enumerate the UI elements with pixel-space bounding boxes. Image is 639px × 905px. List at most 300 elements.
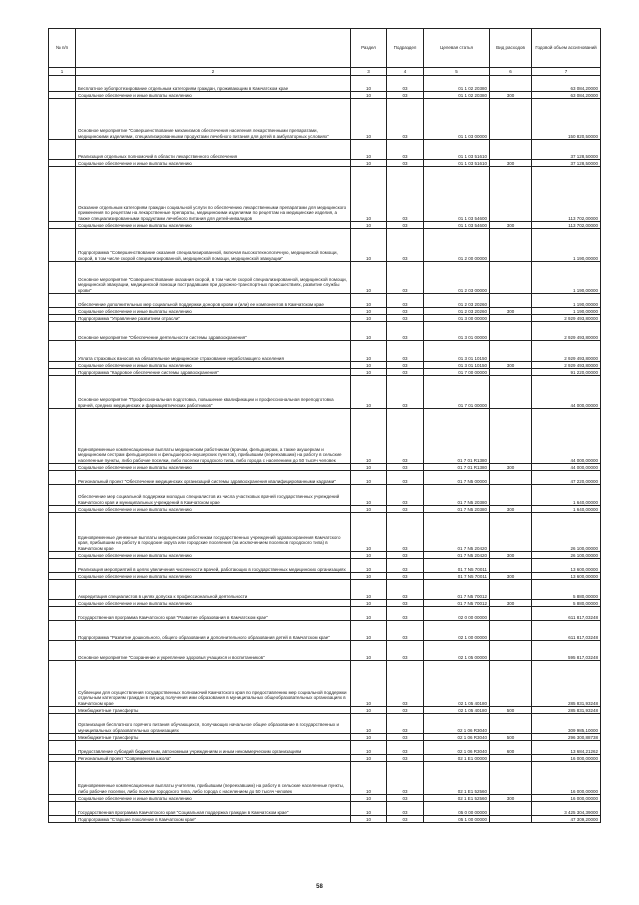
row-expense-type: 600	[490, 741, 532, 755]
header-number: № п/п	[49, 29, 76, 68]
table-row	[49, 600, 601, 607]
row-target-article: 01 1 03 00000	[424, 99, 490, 140]
row-amount: 37 128,50000	[532, 140, 601, 160]
row-section: 10	[351, 802, 387, 816]
row-amount: 44 000,00000	[532, 376, 601, 409]
row-target-article: 05 0 00 00000	[424, 802, 490, 816]
table-row	[49, 99, 601, 140]
row-amount: 37 128,50000	[532, 160, 601, 167]
row-section: 10	[351, 409, 387, 464]
row-name: Социальное обеспечение и иные выплаты населению	[76, 552, 351, 559]
row-number	[49, 755, 76, 762]
row-target-article: 02 1 00 00000	[424, 621, 490, 641]
row-expense-type	[490, 661, 532, 707]
row-section: 10	[351, 573, 387, 580]
row-amount: 63 084,20000	[532, 92, 601, 99]
row-name: Социальное обеспечение и иные выплаты населению	[76, 506, 351, 513]
table-row	[49, 308, 601, 315]
table-row	[49, 661, 601, 707]
header-annual-amount: Годовой объем ассигнований	[532, 29, 601, 68]
row-expense-type	[490, 315, 532, 322]
row-section: 10	[351, 262, 387, 294]
row-number	[49, 92, 76, 99]
row-amount: 1 640,00000	[532, 506, 601, 513]
row-subsection: 03	[387, 734, 424, 741]
row-section: 10	[351, 167, 387, 222]
row-section: 10	[351, 580, 387, 600]
row-number	[49, 167, 76, 222]
row-name: Социальное обеспечение и иные выплаты населению	[76, 795, 351, 802]
table-row	[49, 376, 601, 409]
row-number	[49, 362, 76, 369]
row-target-article: 01 2 03 00000	[424, 262, 490, 294]
row-subsection: 03	[387, 552, 424, 559]
table-row	[49, 315, 601, 322]
row-section: 10	[351, 308, 387, 315]
row-number	[49, 341, 76, 362]
row-target-article: 01 1 02 20380	[424, 76, 490, 92]
row-subsection: 03	[387, 485, 424, 506]
column-number: 1	[49, 68, 76, 76]
row-number	[49, 559, 76, 573]
row-name: Межбюджетные трансферты	[76, 734, 351, 741]
row-subsection: 03	[387, 294, 424, 308]
row-name: Социальное обеспечение и иные выплаты населению	[76, 308, 351, 315]
column-number: 6	[490, 68, 532, 76]
row-number	[49, 99, 76, 140]
row-subsection: 03	[387, 621, 424, 641]
row-expense-type	[490, 376, 532, 409]
row-section: 10	[351, 140, 387, 160]
row-subsection: 03	[387, 755, 424, 762]
row-name: Обеспечение мер социальной поддержки молодых специалистов из числа участковых врачей государственных учреждений Камчатского края и муниципальных учреждений в Камчатском крае	[76, 485, 351, 506]
row-expense-type: 300	[490, 222, 532, 229]
header-section: Раздел	[351, 29, 387, 68]
table-row	[49, 573, 601, 580]
row-target-article: 01 2 03 20260	[424, 308, 490, 315]
row-number	[49, 552, 76, 559]
row-expense-type: 300	[490, 464, 532, 471]
row-target-article: 01 3 00 00000	[424, 315, 490, 322]
row-subsection: 03	[387, 661, 424, 707]
row-subsection: 03	[387, 464, 424, 471]
row-target-article: 02 1 E1 52560	[424, 795, 490, 802]
row-section: 10	[351, 506, 387, 513]
row-subsection: 03	[387, 262, 424, 294]
row-name: Уплата страховых взносов на обязательное медицинское страхование неработающего населения	[76, 341, 351, 362]
table-row	[49, 621, 601, 641]
row-expense-type	[490, 322, 532, 341]
row-section: 10	[351, 641, 387, 661]
row-subsection: 03	[387, 229, 424, 262]
row-amount: 2 929 493,80000	[532, 322, 601, 341]
row-subsection: 03	[387, 369, 424, 376]
row-expense-type	[490, 140, 532, 160]
row-target-article: 01 7 N5 00000	[424, 471, 490, 485]
table-row	[49, 294, 601, 308]
row-section: 10	[351, 376, 387, 409]
table-row	[49, 816, 601, 823]
row-expense-type	[490, 802, 532, 816]
row-subsection: 03	[387, 607, 424, 621]
row-amount: 16 000,00000	[532, 755, 601, 762]
table-row	[49, 485, 601, 506]
row-name: Социальное обеспечение и иные выплаты населению	[76, 160, 351, 167]
row-section: 10	[351, 559, 387, 573]
row-name: Субвенции для осуществления государственных полномочий Камчатского края по предоставлению мер социальной поддержки отдельным категориям граждан в период получения ими образования в муниципальных общеобразовательных организациях в Камчатском крае	[76, 661, 351, 707]
row-target-article: 01 7 N5 20420	[424, 552, 490, 559]
row-amount: 16 000,00000	[532, 762, 601, 795]
row-number	[49, 714, 76, 734]
row-expense-type	[490, 621, 532, 641]
row-amount: 2 929 493,80000	[532, 315, 601, 322]
row-section: 10	[351, 464, 387, 471]
row-subsection: 03	[387, 559, 424, 573]
row-expense-type: 300	[490, 795, 532, 802]
row-expense-type: 500	[490, 707, 532, 714]
row-subsection: 03	[387, 471, 424, 485]
row-name: Социальное обеспечение и иные выплаты населению	[76, 600, 351, 607]
row-section: 10	[351, 621, 387, 641]
row-subsection: 03	[387, 600, 424, 607]
row-expense-type	[490, 714, 532, 734]
row-expense-type	[490, 762, 532, 795]
table-row	[49, 140, 601, 160]
row-target-article: 01 7 N5 70012	[424, 580, 490, 600]
row-section: 10	[351, 294, 387, 308]
budget-table	[48, 28, 601, 823]
row-subsection: 03	[387, 707, 424, 714]
column-number-row	[49, 68, 601, 76]
row-name: Подпрограмма "Старшее поколение в Камчатском крае"	[76, 816, 351, 823]
row-number	[49, 222, 76, 229]
row-target-article: 02 0 00 00000	[424, 607, 490, 621]
row-number	[49, 734, 76, 741]
row-amount: 2 929 493,80000	[532, 362, 601, 369]
row-amount: 309 985,10000	[532, 714, 601, 734]
row-section: 10	[351, 762, 387, 795]
row-number	[49, 322, 76, 341]
row-name: Подпрограмма "Развитие дошкольного, общего образования и дополнительного образования детей в Камчатском крае"	[76, 621, 351, 641]
row-amount: 1 190,00000	[532, 262, 601, 294]
row-target-article: 01 7 N5 70011	[424, 559, 490, 573]
row-amount: 2 929 493,80000	[532, 341, 601, 362]
row-expense-type: 500	[490, 734, 532, 741]
row-subsection: 03	[387, 714, 424, 734]
table-row	[49, 559, 601, 573]
row-expense-type	[490, 341, 532, 362]
row-section: 10	[351, 485, 387, 506]
row-subsection: 03	[387, 376, 424, 409]
table-header-row	[49, 29, 601, 68]
row-amount: 47 220,00000	[532, 471, 601, 485]
table-row	[49, 341, 601, 362]
row-number	[49, 600, 76, 607]
row-target-article: 01 1 03 51610	[424, 160, 490, 167]
row-section: 10	[351, 741, 387, 755]
row-name: Социальное обеспечение и иные выплаты населению	[76, 464, 351, 471]
table-row	[49, 322, 601, 341]
table-row	[49, 607, 601, 621]
row-number	[49, 485, 76, 506]
table-row	[49, 795, 601, 802]
row-number	[49, 641, 76, 661]
row-subsection: 03	[387, 641, 424, 661]
row-number	[49, 308, 76, 315]
row-name: Обеспечение дополнительных мер социальной поддержки доноров крови и (или) ее компонентов в Камчатском крае	[76, 294, 351, 308]
row-amount: 611 817,03248	[532, 621, 601, 641]
table-row	[49, 160, 601, 167]
row-target-article: 01 3 01 10150	[424, 362, 490, 369]
row-expense-type: 300	[490, 92, 532, 99]
row-subsection: 03	[387, 409, 424, 464]
row-amount: 3 425 304,39000	[532, 802, 601, 816]
row-name: Подпрограмма "Кадровое обеспечение системы здравоохранения"	[76, 369, 351, 376]
row-expense-type: 300	[490, 573, 532, 580]
table-row	[49, 362, 601, 369]
row-subsection: 03	[387, 99, 424, 140]
row-number	[49, 621, 76, 641]
row-target-article: 01 7 01 R1380	[424, 464, 490, 471]
row-name: Реализация отдельных полномочий в области лекарственного обеспечения	[76, 140, 351, 160]
row-name: Основное мероприятие "Совершенствование механизмов обеспечения населения лекарственными препаратами, медицинскими изделиями, специализированными продуктами лечебного питания для детей в амбулаторных условиях"	[76, 99, 351, 140]
row-section: 10	[351, 76, 387, 92]
row-number	[49, 506, 76, 513]
row-expense-type: 300	[490, 506, 532, 513]
row-number	[49, 464, 76, 471]
row-amount: 44 000,00000	[532, 409, 601, 464]
row-number	[49, 607, 76, 621]
row-number	[49, 160, 76, 167]
table-row	[49, 229, 601, 262]
row-expense-type	[490, 369, 532, 376]
row-target-article: 01 1 03 51610	[424, 140, 490, 160]
row-amount: 1 190,00000	[532, 308, 601, 315]
row-target-article: 01 7 N5 20380	[424, 506, 490, 513]
table-row	[49, 471, 601, 485]
row-amount: 13 684,21262	[532, 741, 601, 755]
row-number	[49, 409, 76, 464]
row-amount: 150 820,50000	[532, 99, 601, 140]
row-name: Государственная программа Камчатского края "Развитие образования в Камчатском крае"	[76, 607, 351, 621]
row-target-article: 02 1 06 R3040	[424, 714, 490, 734]
table-row	[49, 802, 601, 816]
column-number: 3	[351, 68, 387, 76]
row-target-article: 02 1 05 40180	[424, 707, 490, 714]
row-section: 10	[351, 471, 387, 485]
table-row	[49, 464, 601, 471]
row-subsection: 03	[387, 513, 424, 552]
row-name: Оказание отдельным категориям граждан социальной услуги по обеспечению лекарственными препаратами для медицинского применения по рецептам на лекарственные препараты, медицинскими изделиями по рецептам на медицинские изделия, а также специализированными продуктами лечебного питания для детей-инвалидов	[76, 167, 351, 222]
row-subsection: 03	[387, 580, 424, 600]
row-section: 10	[351, 600, 387, 607]
row-number	[49, 762, 76, 795]
table-row	[49, 580, 601, 600]
row-name: Социальное обеспечение и иные выплаты населению	[76, 573, 351, 580]
row-number	[49, 802, 76, 816]
row-number	[49, 580, 76, 600]
row-name: Единовременные компенсационные выплаты учителям, прибывшим (переехавшим) на работу в сельские населенные пункты, либо рабочие поселки, либо поселки городского типа, либо города с населением до 50 тысяч человек	[76, 762, 351, 795]
row-expense-type	[490, 76, 532, 92]
row-name: Организация бесплатного горячего питания обучающихся, получающих начальное общее образование в государственных и муниципальных образовательных организациях	[76, 714, 351, 734]
table-row	[49, 755, 601, 762]
row-target-article: 02 1 E1 52560	[424, 762, 490, 795]
row-name: Подпрограмма "Управление развитием отрасли"	[76, 315, 351, 322]
row-number	[49, 376, 76, 409]
row-number	[49, 140, 76, 160]
row-section: 10	[351, 552, 387, 559]
row-expense-type	[490, 294, 532, 308]
row-expense-type	[490, 755, 532, 762]
row-section: 10	[351, 734, 387, 741]
row-amount: 13 600,00000	[532, 559, 601, 573]
row-name: Аккредитация специалистов в целях допуска к профессиональной деятельности	[76, 580, 351, 600]
row-amount: 5 880,00000	[532, 600, 601, 607]
row-number	[49, 369, 76, 376]
row-amount: 113 702,00000	[532, 222, 601, 229]
row-section: 10	[351, 816, 387, 823]
row-number	[49, 707, 76, 714]
row-amount: 1 190,00000	[532, 229, 601, 262]
row-target-article: 01 3 01 00000	[424, 322, 490, 341]
row-expense-type	[490, 580, 532, 600]
row-name: Государственная программа Камчатского края "Социальная поддержка граждан в Камчатском крае"	[76, 802, 351, 816]
row-target-article: 01 1 03 54600	[424, 222, 490, 229]
row-section: 10	[351, 92, 387, 99]
column-number: 4	[387, 68, 424, 76]
row-expense-type: 300	[490, 362, 532, 369]
row-name: Бесплатное зубопротезирование отдельным категориям граждан, проживающим в Камчатском крае	[76, 76, 351, 92]
row-amount: 63 084,20000	[532, 76, 601, 92]
row-amount: 26 100,00000	[532, 552, 601, 559]
row-target-article: 01 7 01 R1380	[424, 409, 490, 464]
row-expense-type	[490, 99, 532, 140]
row-number	[49, 513, 76, 552]
row-number	[49, 816, 76, 823]
row-section: 10	[351, 160, 387, 167]
row-expense-type	[490, 816, 532, 823]
row-expense-type: 300	[490, 600, 532, 607]
row-name: Основное мероприятие "Обеспечение деятельности системы здравоохранения"	[76, 322, 351, 341]
row-subsection: 03	[387, 322, 424, 341]
row-amount: 1 190,00000	[532, 294, 601, 308]
row-target-article: 01 2 00 00000	[424, 229, 490, 262]
row-name: Основное мероприятие "Сохранение и укрепление здоровья учащихся и воспитанников"	[76, 641, 351, 661]
row-amount: 13 600,00000	[532, 573, 601, 580]
row-name: Предоставление субсидий бюджетным, автономным учреждениям и иным некоммерческим организациям	[76, 741, 351, 755]
row-section: 10	[351, 795, 387, 802]
row-name: Основное мероприятие "Профессиональная подготовка, повышение квалификации и профессиональная переподготовка врачей, средних медицинских и фармацевтических работников"	[76, 376, 351, 409]
table-row	[49, 762, 601, 795]
row-section: 10	[351, 315, 387, 322]
row-expense-type	[490, 229, 532, 262]
table-row	[49, 167, 601, 222]
row-number	[49, 315, 76, 322]
row-section: 10	[351, 661, 387, 707]
row-section: 10	[351, 755, 387, 762]
table-row	[49, 741, 601, 755]
row-subsection: 03	[387, 140, 424, 160]
row-subsection: 03	[387, 160, 424, 167]
row-section: 10	[351, 369, 387, 376]
row-subsection: 03	[387, 92, 424, 99]
row-section: 10	[351, 229, 387, 262]
row-name: Социальное обеспечение и иные выплаты населению	[76, 222, 351, 229]
row-name: Подпрограмма "Совершенствование оказания специализированной, включая высокотехнологичную, медицинской помощи, скорой, в том числе скорой специализированной, медицинской помощи, медицинской эвакуации"	[76, 229, 351, 262]
row-expense-type	[490, 559, 532, 573]
row-number	[49, 661, 76, 707]
row-number	[49, 76, 76, 92]
row-amount: 5 880,00000	[532, 580, 601, 600]
row-subsection: 03	[387, 76, 424, 92]
column-number: 5	[424, 68, 490, 76]
row-target-article: 01 7 N5 20420	[424, 513, 490, 552]
row-name: Реализация мероприятий в целях увеличения численности врачей, работающих в государственных медицинских организациях	[76, 559, 351, 573]
table-row	[49, 641, 601, 661]
row-subsection: 03	[387, 573, 424, 580]
row-expense-type	[490, 262, 532, 294]
row-amount: 611 817,03248	[532, 607, 601, 621]
header-target-article: Целевая статья	[424, 29, 490, 68]
table-row	[49, 222, 601, 229]
row-subsection: 03	[387, 222, 424, 229]
row-target-article: 05 1 00 00000	[424, 816, 490, 823]
row-name: Межбюджетные трансферты	[76, 707, 351, 714]
row-section: 10	[351, 707, 387, 714]
table-row	[49, 552, 601, 559]
row-name: Социальное обеспечение и иные выплаты населению	[76, 362, 351, 369]
row-amount: 296 300,88738	[532, 734, 601, 741]
row-number	[49, 573, 76, 580]
row-expense-type: 300	[490, 160, 532, 167]
row-amount: 26 100,00000	[532, 513, 601, 552]
row-subsection: 03	[387, 308, 424, 315]
row-section: 10	[351, 513, 387, 552]
row-amount: 91 220,00000	[532, 369, 601, 376]
column-number: 2	[76, 68, 351, 76]
table-row	[49, 506, 601, 513]
row-target-article: 01 7 N5 70011	[424, 573, 490, 580]
row-expense-type: 300	[490, 552, 532, 559]
row-subsection: 03	[387, 741, 424, 755]
row-number	[49, 294, 76, 308]
table-body	[49, 76, 601, 823]
row-amount: 113 702,00000	[532, 167, 601, 222]
row-target-article: 02 1 05 00000	[424, 641, 490, 661]
row-amount: 595 817,03248	[532, 641, 601, 661]
row-target-article: 01 1 03 54600	[424, 167, 490, 222]
row-expense-type	[490, 485, 532, 506]
row-expense-type	[490, 409, 532, 464]
row-subsection: 03	[387, 762, 424, 795]
table-row	[49, 76, 601, 92]
page-number: 58	[316, 884, 323, 890]
header-name	[76, 29, 351, 68]
row-section: 10	[351, 222, 387, 229]
row-subsection: 03	[387, 362, 424, 369]
row-number	[49, 795, 76, 802]
row-expense-type	[490, 471, 532, 485]
row-subsection: 03	[387, 816, 424, 823]
row-amount: 16 000,00000	[532, 795, 601, 802]
row-subsection: 03	[387, 802, 424, 816]
row-expense-type	[490, 641, 532, 661]
row-target-article: 01 7 01 00000	[424, 376, 490, 409]
row-section: 10	[351, 362, 387, 369]
row-target-article: 01 3 01 10150	[424, 341, 490, 362]
table-row	[49, 262, 601, 294]
row-expense-type	[490, 607, 532, 621]
